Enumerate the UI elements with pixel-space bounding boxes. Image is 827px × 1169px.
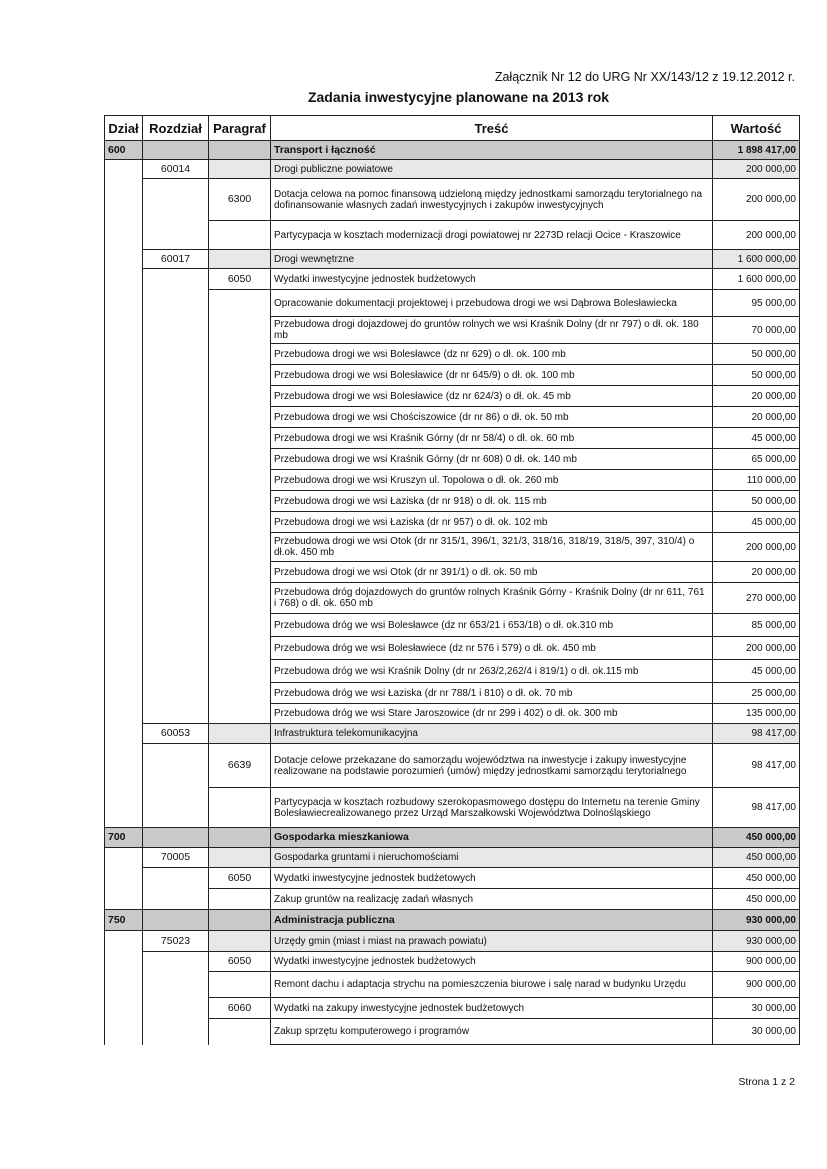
table-row-dzial	[105, 141, 800, 160]
cell-value: 98 417,00	[713, 744, 800, 788]
cell-description: Przebudowa dróg dojazdowych do gruntów rolnych Kraśnik Górny - Kraśnik Dolny (dr nr 611, 761 i 768) o dł. ok. 650 mb	[271, 583, 713, 614]
cell-dzial-empty	[105, 972, 143, 998]
cell-rozdzial-empty	[143, 868, 209, 889]
cell-rozdzial: 70005	[143, 848, 209, 868]
cell-value: 30 000,00	[713, 998, 800, 1019]
cell-rozdzial-empty	[143, 788, 209, 828]
cell-dzial-empty	[105, 931, 143, 952]
table-row-dzial	[105, 910, 800, 931]
cell-value: 50 000,00	[713, 344, 800, 365]
cell-paragraf-empty	[209, 848, 271, 868]
table-row-paragraf	[105, 269, 800, 290]
cell-dzial-empty	[105, 998, 143, 1019]
table-row-item	[105, 583, 800, 614]
cell-description: Przebudowa drogi we wsi Kraśnik Górny (dr nr 608) 0 dł. ok. 140 mb	[271, 449, 713, 470]
cell-rozdzial-empty	[143, 386, 209, 407]
cell-dzial-empty	[105, 449, 143, 470]
cell-value: 1 898 417,00	[713, 141, 800, 160]
cell-rozdzial-empty	[143, 407, 209, 428]
cell-value: 20 000,00	[713, 407, 800, 428]
cell-rozdzial: 60014	[143, 160, 209, 179]
column-header-rozdzial: Rozdział	[143, 116, 209, 141]
table-row-item	[105, 428, 800, 449]
cell-rozdzial-empty	[143, 744, 209, 788]
cell-paragraf-empty	[209, 250, 271, 269]
cell-value: 900 000,00	[713, 972, 800, 998]
cell-dzial-empty	[105, 660, 143, 683]
cell-dzial: 600	[105, 141, 143, 160]
cell-dzial-empty	[105, 614, 143, 637]
cell-rozdzial-empty	[143, 428, 209, 449]
cell-description: Drogi publiczne powiatowe	[271, 160, 713, 179]
cell-value: 45 000,00	[713, 428, 800, 449]
cell-description: Partycypacja w kosztach rozbudowy szerokopasmowego dostępu do Internetu na terenie Gminy Bolesławiecrealizowanego przez Urząd Marszałkowski Województwa Dolnośląskiego	[271, 788, 713, 828]
cell-dzial-empty	[105, 179, 143, 221]
cell-description: Przebudowa drogi we wsi Bolesławice (dz nr 624/3) o dł. ok. 45 mb	[271, 386, 713, 407]
cell-paragraf-empty	[209, 972, 271, 998]
cell-rozdzial-empty	[143, 704, 209, 724]
cell-description: Dotacja celowa na pomoc finansową udzieloną między jednostkami samorządu terytorialnego na dofinansowanie własnych zadań inwestycyjnych i zakupów inwestycyjnych	[271, 179, 713, 221]
cell-value: 45 000,00	[713, 512, 800, 533]
cell-dzial: 700	[105, 828, 143, 848]
cell-value: 50 000,00	[713, 491, 800, 512]
cell-rozdzial-empty	[143, 449, 209, 470]
cell-value: 450 000,00	[713, 868, 800, 889]
table-row-item	[105, 562, 800, 583]
table-row-item	[105, 614, 800, 637]
cell-rozdzial: 60017	[143, 250, 209, 269]
cell-value: 98 417,00	[713, 788, 800, 828]
cell-value: 930 000,00	[713, 910, 800, 931]
cell-value: 200 000,00	[713, 179, 800, 221]
cell-dzial-empty	[105, 704, 143, 724]
table-row-item	[105, 317, 800, 344]
cell-paragraf-empty	[209, 724, 271, 744]
cell-value: 450 000,00	[713, 889, 800, 910]
cell-dzial-empty	[105, 491, 143, 512]
table-row-rozdzial	[105, 250, 800, 269]
cell-rozdzial-empty	[143, 221, 209, 250]
cell-rozdzial-empty	[143, 910, 209, 931]
cell-dzial-empty	[105, 269, 143, 290]
table-row-rozdzial	[105, 931, 800, 952]
table-row-item	[105, 407, 800, 428]
cell-dzial-empty	[105, 868, 143, 889]
cell-rozdzial-empty	[143, 998, 209, 1019]
table-row-item	[105, 449, 800, 470]
cell-description: Wydatki inwestycyjne jednostek budżetowych	[271, 868, 713, 889]
cell-description: Przebudowa drogi we wsi Kraśnik Górny (dr nr 58/4) o dł. ok. 60 mb	[271, 428, 713, 449]
table-row-paragraf	[105, 868, 800, 889]
cell-description: Gospodarka mieszkaniowa	[271, 828, 713, 848]
cell-dzial-empty	[105, 788, 143, 828]
cell-value: 1 600 000,00	[713, 269, 800, 290]
cell-dzial-empty	[105, 386, 143, 407]
cell-paragraf-empty	[209, 889, 271, 910]
cell-rozdzial-empty	[143, 141, 209, 160]
cell-dzial-empty	[105, 365, 143, 386]
cell-paragraf-empty	[209, 160, 271, 179]
cell-dzial-empty	[105, 889, 143, 910]
cell-paragraf-empty	[209, 931, 271, 952]
cell-description: Przebudowa dróg we wsi Łaziska (dr nr 788/1 i 810) o dł. ok. 70 mb	[271, 683, 713, 704]
cell-paragraf-empty	[209, 449, 271, 470]
cell-dzial-empty	[105, 1019, 143, 1045]
table-row-paragraf	[105, 179, 800, 221]
cell-dzial: 750	[105, 910, 143, 931]
cell-dzial-empty	[105, 250, 143, 269]
cell-rozdzial-empty	[143, 637, 209, 660]
cell-value: 85 000,00	[713, 614, 800, 637]
table-row-item	[105, 470, 800, 491]
table-row-item	[105, 704, 800, 724]
table-row-item	[105, 1019, 800, 1045]
cell-description: Transport i łączność	[271, 141, 713, 160]
table-row-item	[105, 889, 800, 910]
cell-value: 45 000,00	[713, 660, 800, 683]
cell-description: Urzędy gmin (miast i miast na prawach powiatu)	[271, 931, 713, 952]
cell-rozdzial-empty	[143, 614, 209, 637]
cell-value: 200 000,00	[713, 221, 800, 250]
table-row-item	[105, 533, 800, 562]
cell-dzial-empty	[105, 848, 143, 868]
cell-rozdzial-empty	[143, 512, 209, 533]
cell-rozdzial-empty	[143, 344, 209, 365]
cell-value: 200 000,00	[713, 637, 800, 660]
cell-dzial-empty	[105, 407, 143, 428]
cell-rozdzial-empty	[143, 365, 209, 386]
investment-table	[104, 115, 800, 1045]
page-number: Strona 1 z 2	[738, 1076, 795, 1088]
cell-value: 20 000,00	[713, 386, 800, 407]
cell-rozdzial-empty	[143, 583, 209, 614]
cell-rozdzial-empty	[143, 470, 209, 491]
cell-value: 98 417,00	[713, 724, 800, 744]
cell-paragraf: 6639	[209, 744, 271, 788]
cell-paragraf-empty	[209, 704, 271, 724]
table-row-item	[105, 290, 800, 317]
cell-description: Administracja publiczna	[271, 910, 713, 931]
table-row-paragraf	[105, 744, 800, 788]
cell-value: 50 000,00	[713, 365, 800, 386]
cell-value: 25 000,00	[713, 683, 800, 704]
cell-rozdzial: 60053	[143, 724, 209, 744]
cell-dzial-empty	[105, 290, 143, 317]
cell-paragraf-empty	[209, 828, 271, 848]
column-header-dzial: Dział	[105, 116, 143, 141]
cell-value: 1 600 000,00	[713, 250, 800, 269]
table-row-item	[105, 512, 800, 533]
cell-rozdzial-empty	[143, 952, 209, 972]
cell-value: 70 000,00	[713, 317, 800, 344]
annex-reference: Załącznik Nr 12 do URG Nr XX/143/12 z 19.12.2012 r.	[494, 70, 795, 84]
table-row-item	[105, 660, 800, 683]
cell-value: 30 000,00	[713, 1019, 800, 1045]
cell-rozdzial-empty	[143, 1019, 209, 1045]
cell-description: Wydatki inwestycyjne jednostek budżetowych	[271, 952, 713, 972]
table-body	[105, 141, 800, 1045]
cell-paragraf: 6300	[209, 179, 271, 221]
cell-paragraf: 6060	[209, 998, 271, 1019]
cell-description: Przebudowa drogi we wsi Bolesławce (dz nr 629) o dł. ok. 100 mb	[271, 344, 713, 365]
table-row-item	[105, 221, 800, 250]
cell-dzial-empty	[105, 344, 143, 365]
column-header-tresc: Treść	[271, 116, 713, 141]
cell-paragraf: 6050	[209, 269, 271, 290]
cell-paragraf-empty	[209, 1019, 271, 1045]
table-row-paragraf	[105, 952, 800, 972]
cell-value: 450 000,00	[713, 828, 800, 848]
cell-dzial-empty	[105, 744, 143, 788]
cell-value: 200 000,00	[713, 160, 800, 179]
cell-paragraf-empty	[209, 428, 271, 449]
cell-description: Gospodarka gruntami i nieruchomościami	[271, 848, 713, 868]
cell-value: 900 000,00	[713, 952, 800, 972]
cell-description: Przebudowa drogi we wsi Chościszowice (dr nr 86) o dł. ok. 50 mb	[271, 407, 713, 428]
cell-value: 110 000,00	[713, 470, 800, 491]
cell-rozdzial-empty	[143, 290, 209, 317]
cell-dzial-empty	[105, 952, 143, 972]
cell-rozdzial-empty	[143, 179, 209, 221]
table-row-paragraf	[105, 998, 800, 1019]
cell-paragraf: 6050	[209, 952, 271, 972]
cell-description: Opracowanie dokumentacji projektowej i przebudowa drogi we wsi Dąbrowa Bolesławiecka	[271, 290, 713, 317]
cell-paragraf-empty	[209, 562, 271, 583]
cell-description: Przebudowa dróg we wsi Kraśnik Dolny (dr nr 263/2,262/4 i 819/1) o dł. ok.115 mb	[271, 660, 713, 683]
cell-rozdzial-empty	[143, 972, 209, 998]
cell-paragraf-empty	[209, 533, 271, 562]
table-row-item	[105, 683, 800, 704]
cell-rozdzial-empty	[143, 828, 209, 848]
cell-paragraf-empty	[209, 141, 271, 160]
cell-paragraf-empty	[209, 317, 271, 344]
cell-paragraf-empty	[209, 910, 271, 931]
cell-paragraf-empty	[209, 290, 271, 317]
cell-rozdzial-empty	[143, 533, 209, 562]
cell-paragraf-empty	[209, 407, 271, 428]
cell-value: 930 000,00	[713, 931, 800, 952]
cell-paragraf: 6050	[209, 868, 271, 889]
cell-paragraf-empty	[209, 221, 271, 250]
cell-dzial-empty	[105, 683, 143, 704]
table-row-rozdzial	[105, 724, 800, 744]
table-row-rozdzial	[105, 160, 800, 179]
cell-rozdzial-empty	[143, 889, 209, 910]
cell-dzial-empty	[105, 512, 143, 533]
cell-value: 270 000,00	[713, 583, 800, 614]
cell-paragraf-empty	[209, 583, 271, 614]
cell-rozdzial-empty	[143, 491, 209, 512]
document-title: Zadania inwestycyjne planowane na 2013 rok	[307, 89, 610, 105]
cell-rozdzial-empty	[143, 683, 209, 704]
column-header-paragraf: Paragraf	[209, 116, 271, 141]
cell-dzial-empty	[105, 160, 143, 179]
cell-paragraf-empty	[209, 637, 271, 660]
cell-description: Przebudowa drogi we wsi Otok (dr nr 391/1) o dł. ok. 50 mb	[271, 562, 713, 583]
cell-description: Infrastruktura telekomunikacyjna	[271, 724, 713, 744]
cell-description: Przebudowa dróg we wsi Stare Jaroszowice (dr nr 299 i 402) o dł. ok. 300 mb	[271, 704, 713, 724]
cell-paragraf-empty	[209, 683, 271, 704]
cell-paragraf-empty	[209, 788, 271, 828]
cell-value: 20 000,00	[713, 562, 800, 583]
cell-rozdzial-empty	[143, 562, 209, 583]
cell-description: Przebudowa drogi we wsi Łaziska (dr nr 957) o dł. ok. 102 mb	[271, 512, 713, 533]
table-row-item	[105, 344, 800, 365]
cell-description: Wydatki na zakupy inwestycyjne jednostek budżetowych	[271, 998, 713, 1019]
cell-description: Przebudowa drogi we wsi Łaziska (dr nr 918) o dł. ok. 115 mb	[271, 491, 713, 512]
cell-description: Zakup gruntów na realizację zadań własnych	[271, 889, 713, 910]
column-header-wartosc: Wartość	[713, 116, 800, 141]
cell-dzial-empty	[105, 221, 143, 250]
cell-value: 200 000,00	[713, 533, 800, 562]
cell-description: Drogi wewnętrzne	[271, 250, 713, 269]
cell-description: Dotacje celowe przekazane do samorządu województwa na inwestycje i zakupy inwestycyjne realizowane na podstawie porozumień (umów) między jednostkami samorządu terytorialnego	[271, 744, 713, 788]
cell-dzial-empty	[105, 533, 143, 562]
cell-dzial-empty	[105, 470, 143, 491]
cell-description: Przebudowa dróg we wsi Bolesławce (dz nr 653/21 i 653/18) o dł. ok.310 mb	[271, 614, 713, 637]
cell-paragraf-empty	[209, 660, 271, 683]
cell-paragraf-empty	[209, 614, 271, 637]
cell-value: 135 000,00	[713, 704, 800, 724]
table-row-rozdzial	[105, 848, 800, 868]
cell-dzial-empty	[105, 724, 143, 744]
cell-description: Remont dachu i adaptacja strychu na pomieszczenia biurowe i salę narad w budynku Urzędu	[271, 972, 713, 998]
cell-paragraf-empty	[209, 512, 271, 533]
table-row-item	[105, 386, 800, 407]
table-row-item	[105, 491, 800, 512]
cell-rozdzial-empty	[143, 317, 209, 344]
table-row-item	[105, 972, 800, 998]
cell-rozdzial: 75023	[143, 931, 209, 952]
cell-paragraf-empty	[209, 344, 271, 365]
cell-dzial-empty	[105, 583, 143, 614]
table-row-item	[105, 788, 800, 828]
cell-value: 65 000,00	[713, 449, 800, 470]
cell-description: Przebudowa drogi we wsi Kruszyn ul. Topolowa o dł. ok. 260 mb	[271, 470, 713, 491]
cell-description: Przebudowa drogi we wsi Bolesławice (dr nr 645/9) o dł. ok. 100 mb	[271, 365, 713, 386]
table-row-item	[105, 637, 800, 660]
cell-dzial-empty	[105, 562, 143, 583]
cell-description: Przebudowa drogi we wsi Otok (dr nr 315/1, 396/1, 321/3, 318/16, 318/19, 318/5, 397, 310/4) o dł.ok. 450 mb	[271, 533, 713, 562]
cell-paragraf-empty	[209, 491, 271, 512]
cell-value: 95 000,00	[713, 290, 800, 317]
table-row-dzial	[105, 828, 800, 848]
table-row-item	[105, 365, 800, 386]
cell-dzial-empty	[105, 317, 143, 344]
cell-description: Przebudowa dróg we wsi Bolesławiece (dz nr 576 i 579) o dł. ok. 450 mb	[271, 637, 713, 660]
cell-paragraf-empty	[209, 386, 271, 407]
cell-description: Wydatki inwestycyjne jednostek budżetowych	[271, 269, 713, 290]
table-header-row	[105, 116, 800, 141]
cell-paragraf-empty	[209, 365, 271, 386]
cell-rozdzial-empty	[143, 660, 209, 683]
cell-value: 450 000,00	[713, 848, 800, 868]
cell-description: Zakup sprzętu komputerowego i programów	[271, 1019, 713, 1045]
cell-rozdzial-empty	[143, 269, 209, 290]
cell-paragraf-empty	[209, 470, 271, 491]
cell-description: Przebudowa drogi dojazdowej do gruntów rolnych we wsi Kraśnik Dolny (dr nr 797) o dł. ok. 180 mb	[271, 317, 713, 344]
cell-dzial-empty	[105, 428, 143, 449]
cell-description: Partycypacja w kosztach modernizacji drogi powiatowej nr 2273D relacji Ocice - Kraszowice	[271, 221, 713, 250]
cell-dzial-empty	[105, 637, 143, 660]
